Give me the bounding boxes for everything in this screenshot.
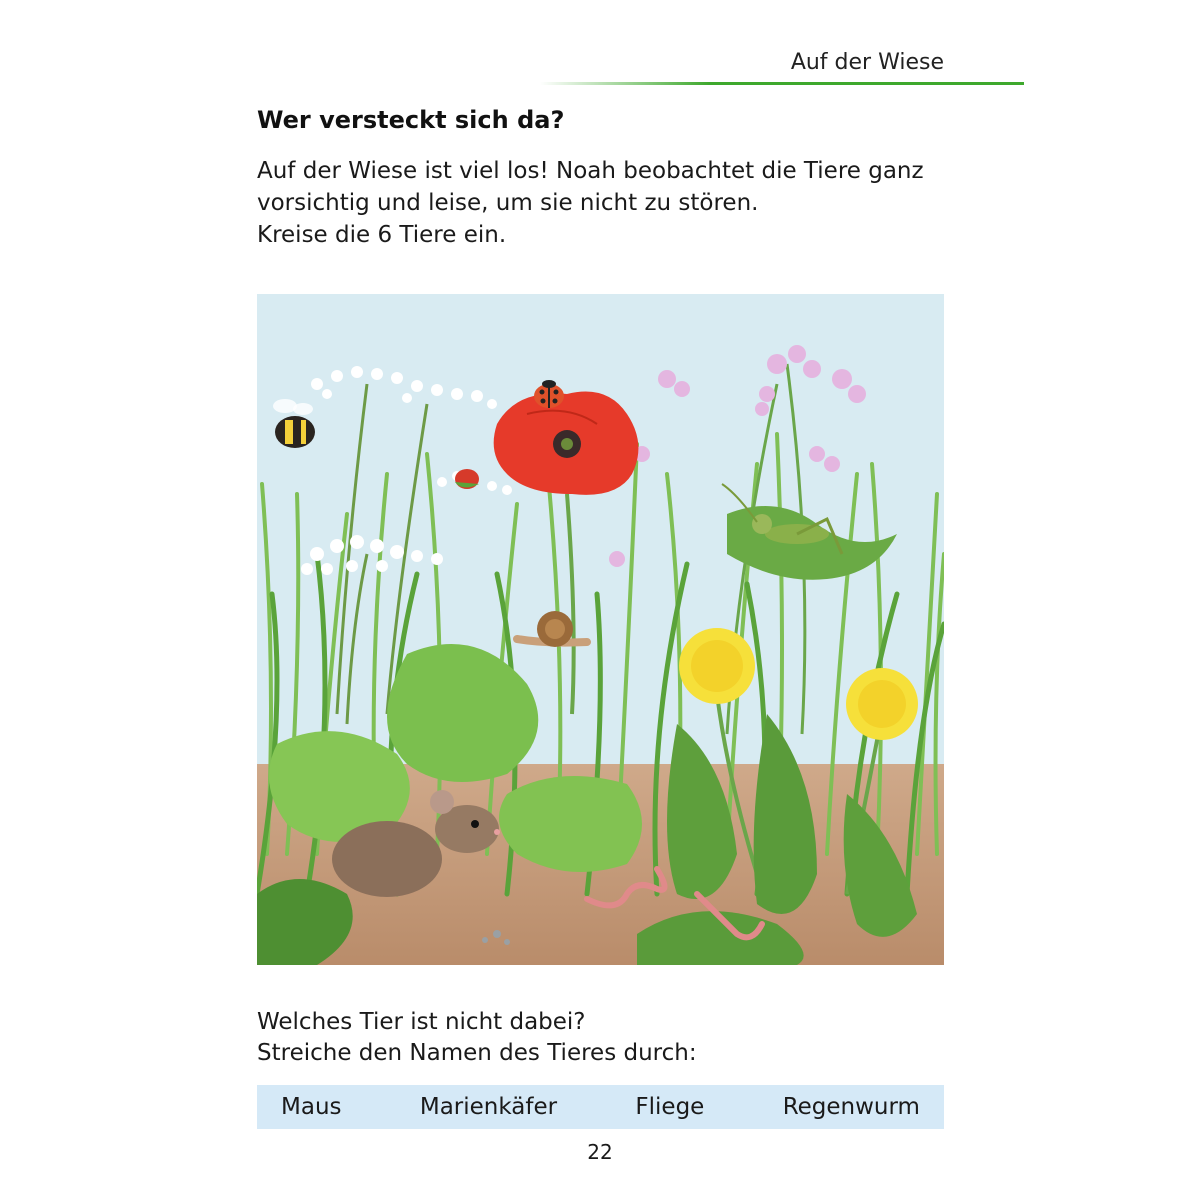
question-line: Welches Tier ist nicht dabei? (257, 1009, 586, 1035)
intro-line: Kreise die 6 Tiere ein. (257, 222, 507, 248)
section-title: Auf der Wiese (790, 50, 944, 75)
answer-option-marienkaefer[interactable]: Marienkäfer (419, 1094, 558, 1120)
answer-option-regenwurm[interactable]: Regenwurm (782, 1094, 920, 1120)
task-intro (257, 155, 924, 251)
intro-line: Auf der Wiese ist viel los! Noah beobachtet die Tiere ganz (257, 158, 924, 184)
bumblebee (273, 399, 315, 448)
page-number: 22 (587, 1140, 613, 1164)
answer-options (257, 1085, 944, 1129)
question (257, 1007, 697, 1069)
question-line: Streiche den Namen des Tieres durch: (257, 1040, 697, 1066)
header-rule (540, 82, 1024, 85)
task-heading: Wer versteckt sich da? (257, 106, 565, 134)
answer-option-maus[interactable]: Maus (281, 1094, 342, 1120)
intro-line: vorsichtig und leise, um sie nicht zu stören. (257, 190, 759, 216)
answer-option-fliege[interactable]: Fliege (635, 1094, 705, 1120)
meadow-illustration[interactable] (257, 294, 944, 965)
